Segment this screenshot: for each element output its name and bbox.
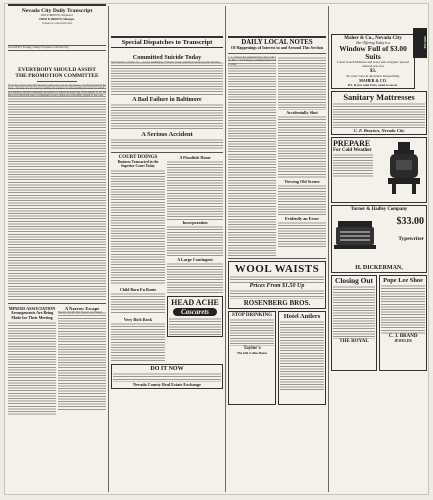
masthead-entry: Second Entry Evening. Sundays Excepted, at Nevada City xyxy=(8,45,106,51)
floodtide-head: A Floodtide Home xyxy=(179,155,211,160)
promotion-article: Of all the greatest steps that Nevada County ever took for the purpose of putting herself in the front... the man who has been by reading and attentive in understanding the needs for which a new hundred, and the committee, the benefits of which are deserving of the support of all. We know how much has been accomplished toward capital and advertising citizens of the town. xyxy=(8,84,106,301)
stove-icon xyxy=(384,140,424,198)
maher-ps: P.S. If you want Furs, come to see us. xyxy=(347,82,399,87)
viewing-old-scenes-head: Viewing Old Scenes xyxy=(284,178,320,184)
column-2 xyxy=(111,4,223,494)
hotel-antlers-ad xyxy=(278,311,326,405)
pope-lee-ad xyxy=(379,275,427,371)
maher-head: Maher & Co., Nevada City xyxy=(344,36,402,41)
special-tag: SPECIAL xyxy=(413,28,427,58)
column-3 xyxy=(228,4,326,494)
price-33: $33.00 xyxy=(396,215,424,227)
maher-offer: Our Offering Today is a xyxy=(355,41,391,45)
pope-lee-head: Pope Lee Shoe xyxy=(383,276,423,284)
local-notes-body: C. C. Jackson has returned from a trip to the city. Mrs. J. S. Partridge is visiting friends in the valley. xyxy=(228,56,276,256)
brand-head: C. J. BRAND xyxy=(388,333,418,339)
headache-head: HEAD ACHE xyxy=(171,298,219,307)
dickerman-head: H. DICKERMAN, xyxy=(355,264,403,271)
headline-everybody: EVERYBODY SHOULD ASSIST xyxy=(18,67,96,73)
maher-no-voter: No voter voter in the bunch. Respectfully, xyxy=(346,73,400,78)
jeweler-label: JEWELER xyxy=(394,338,412,343)
wool-waists-head: WOOL WAISTS xyxy=(234,262,320,275)
incorporation-head: Incorporation xyxy=(182,220,208,225)
prepare-head: PREPARE xyxy=(333,138,371,148)
sanitary-head: Sanitary Mattresses xyxy=(343,92,415,102)
typewriter-label: Typewriter xyxy=(398,235,424,242)
brayton-head: C. F. Brayton, Nevada City xyxy=(353,127,405,133)
sanitary-ad xyxy=(331,91,427,135)
cascarets-logo: Cascarets xyxy=(173,308,217,316)
special-dispatches-head: Special Dispatches to Transcript xyxy=(111,36,223,48)
daily-local-notes-sub: Of Happenings of Interest in and Around This Section xyxy=(230,45,324,50)
court-doings-sub: Business Transacted in the Superior Court Today xyxy=(117,160,159,169)
accidentally-shot-head: Accidentally Shot xyxy=(286,109,318,115)
stove-ad xyxy=(331,137,427,203)
miners-association-sub: Arrangements Are Being Made for Their Meeting xyxy=(10,310,54,320)
narrow-escape-head: A Narrow Escape xyxy=(64,306,100,311)
taylors-sub: The Old Coffee House xyxy=(236,350,268,355)
maher-price: $3. xyxy=(369,68,377,74)
masthead-proprietor: NAT P. BROWN, Proprietor. xyxy=(40,14,74,17)
masthead xyxy=(8,4,106,51)
closing-out-ad xyxy=(331,275,377,371)
large-contingent-head: A Large Contingent xyxy=(177,257,213,262)
typewriter-icon xyxy=(334,215,376,255)
wool-waists-ad xyxy=(228,261,326,309)
masthead-title: Nevada City Daily Transcript xyxy=(21,8,93,14)
for-cold-weather: For Cold Weather xyxy=(333,147,372,153)
do-it-now-head: DO IT NOW xyxy=(150,365,184,372)
very-rich-rock-head: Very Rich Rock xyxy=(123,316,153,322)
real-estate-ad xyxy=(111,364,223,389)
masthead-manager: FRED B. BROWN, Manager. xyxy=(39,18,75,21)
maher-ad xyxy=(331,34,415,89)
turner-hadley-ad xyxy=(331,205,427,273)
maher-latest: Latest Scotch Mixtures and every suit a bargain. Special reduced price for xyxy=(337,60,409,68)
serious-accident-head: A Serious Accident xyxy=(141,131,193,138)
turner-hadley-head: Turner & Hadley Company xyxy=(350,206,408,212)
baltimore-head: A Bad Failure in Baltimore xyxy=(132,97,202,103)
stop-drinking-ad xyxy=(228,311,276,405)
rosenberg-head: ROSENBERG BROS. xyxy=(243,298,311,307)
column-1 xyxy=(8,4,106,494)
miners-association-head: MINERS ASSOCIATION xyxy=(8,306,56,311)
masthead-terms: TERMS OF SUBSCRIPTION xyxy=(41,22,73,25)
narrow-escape-body: Nevada City Mr. Bert Stewart was injured... xyxy=(58,311,106,411)
suicide-head: Committed Suicide Today xyxy=(132,54,202,61)
suicide-body: San Francisco, October 15 — George Washington of Weaver Creek committed suicide here this morning. xyxy=(111,61,223,95)
maher-signoff: MAHER & CO. xyxy=(359,77,387,83)
hotel-antlers-head: Hotel Antlers xyxy=(283,312,321,320)
royal-head: THE ROYAL xyxy=(339,338,369,344)
daily-local-notes-head: DAILY LOCAL NOTES xyxy=(228,36,326,46)
evidently-error-head: Evidently an Error xyxy=(284,215,320,221)
column-4 xyxy=(331,4,427,494)
court-doings-head: COURT DOINGS xyxy=(118,155,158,160)
real-estate-head: Nevada County Real Estate Exchange xyxy=(133,381,201,387)
closing-out-head: Closing Out xyxy=(335,275,374,285)
headline-promotion: THE PROMOTION COMMITTEE xyxy=(15,73,99,79)
child-born-head: Child Born En Route xyxy=(119,286,157,292)
newspaper-page xyxy=(4,3,429,495)
stop-drinking-head: STOP DRINKING xyxy=(231,312,273,318)
taylors-head: Taylor's xyxy=(243,345,261,351)
headache-ad xyxy=(167,296,223,337)
maher-window: Window Full of $3.00 Suits xyxy=(339,44,407,61)
wool-waists-price: Prices From $1.50 Up xyxy=(249,282,305,289)
